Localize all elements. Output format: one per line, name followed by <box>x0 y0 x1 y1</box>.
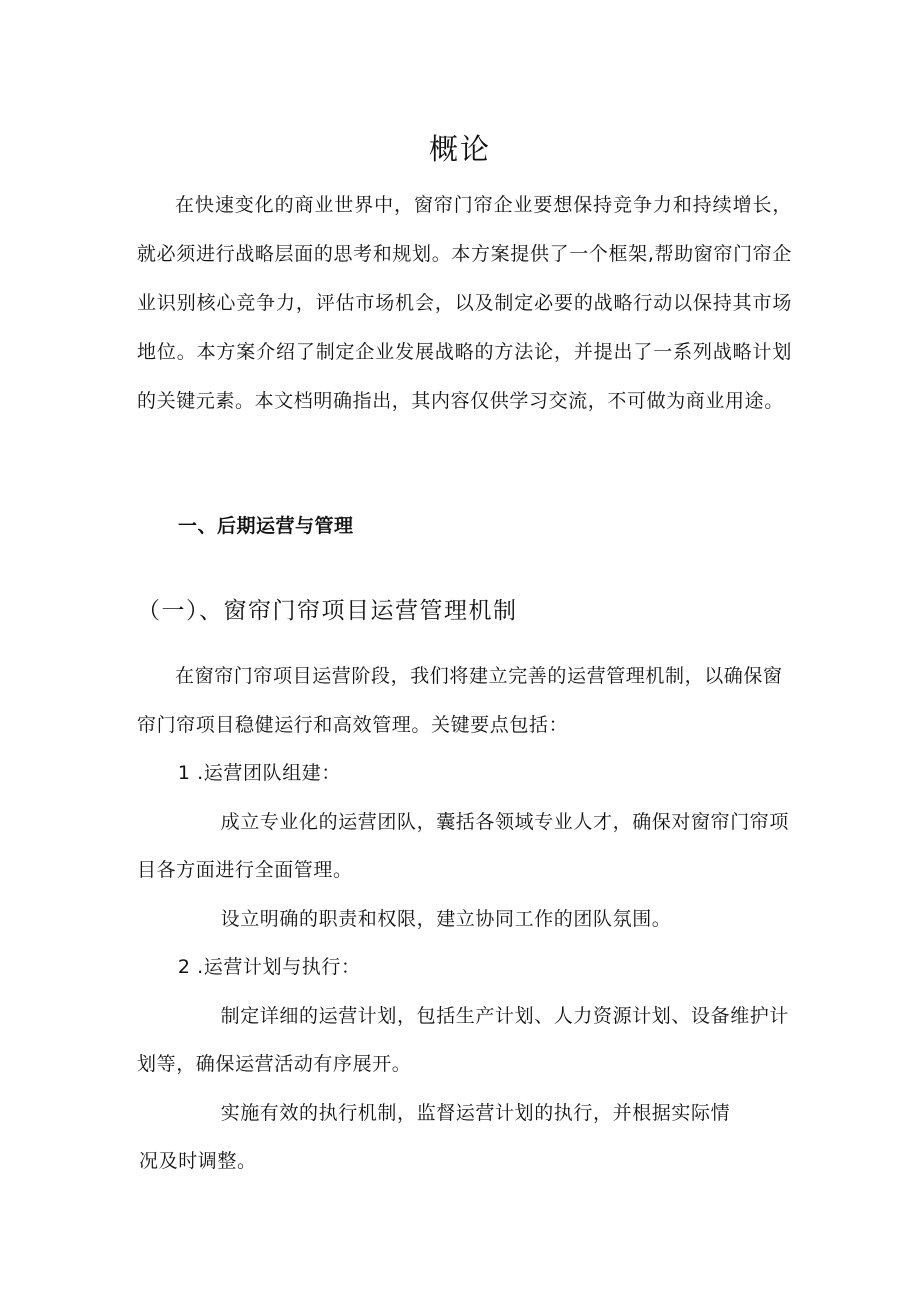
item1-label: 1 .运营团队组建： <box>177 762 342 784</box>
item2-label: 2 .运营计划与执行： <box>177 956 361 978</box>
subsection-body <box>137 652 792 1186</box>
item1-paragraph-1: 成立专业化的运营团队，囊括各领域专业人才，确保对窗帘门帘项目各方面进行全面管理。 <box>137 810 789 881</box>
intro-paragraph: 在快速变化的商业世界中，窗帘门帘企业要想保持竞争力和持续增长，就必须进行战略层面的思考和规划。本方案提供了一个框架,帮助窗帘门帘企业识别核心竞争力，评估市场机会，以及制定必要的战略行动以保持其市场地位。本方案介绍了制定企业发展战略的方法论，并提出了一系列战略计划的关键元素。本文档明确指出，其内容仅供学习交流，不可做为商业用途。 <box>137 194 792 412</box>
item2-paragraph-2-line-1: 实施有效的执行机制，监督运营计划的执行，并根据实际情 <box>220 1101 731 1124</box>
item2-paragraph-1: 制定详细的运营计划，包括生产计划、人力资源计划、设备维护计划等，确保运营活动有序展开。 <box>137 1004 789 1075</box>
subsection-intro-paragraph: 在窗帘门帘项目运营阶段，我们将建立完善的运营管理机制，以确保窗帘门帘项目稳健运行和高效管理。关键要点包括： <box>137 665 783 736</box>
section-heading: 一、后期运营与管理 <box>178 515 354 537</box>
subsection-heading: （一）、窗帘门帘项目运营管理机制 <box>137 598 518 624</box>
item2-paragraph-2-line-2: 况及时调整。 <box>139 1150 257 1172</box>
item1-paragraph-2: 设立明确的职责和权限，建立协同工作的团队氛围。 <box>220 907 672 930</box>
intro-section <box>137 181 792 426</box>
document-title: 概论 <box>428 132 491 167</box>
